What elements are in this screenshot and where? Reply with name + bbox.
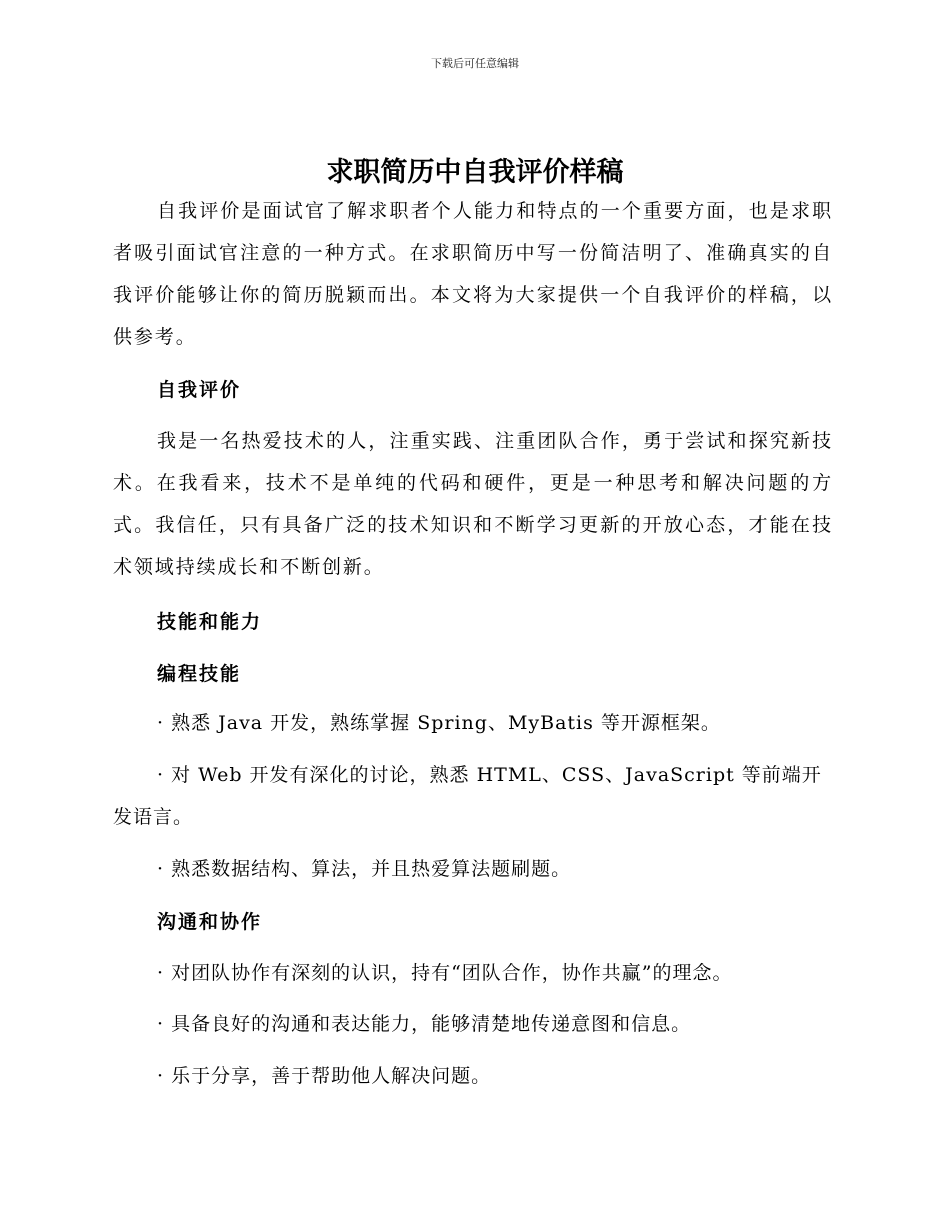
self-evaluation-paragraph: 我是一名热爱技术的人，注重实践、注重团队合作，勇于尝试和探究新技术。在我看来，技术不是单纯的代码和硬件，更是一种思考和解决问题的方式。我信任，只有具备广泛的技术知识和不断学习更新的开放心态，才能在技术领域持续成长和不断创新。 [113,430,833,578]
subheading-communication: 沟通和协作 [157,911,263,933]
list-item: · 乐于分享，善于帮助他人解决问题。 [157,1065,492,1087]
list-item: · 对 Web 开发有深化的讨论，熟悉 HTML、CSS、JavaScript 等前端开发语言。 [113,764,822,828]
list-item: · 熟悉数据结构、算法，并且热爱算法题刷题。 [157,858,572,880]
section-heading-self-evaluation: 自我评价 [157,379,242,401]
document-title: 求职简历中自我评价样稿 [326,157,624,188]
intro-paragraph: 自我评价是面试官了解求职者个人能力和特点的一个重要方面，也是求职者吸引面试官注意的一种方式。在求职简历中写一份简洁明了、准确真实的自我评价能够让你的简历脱颖而出。本文将为大家提供一个自我评价的样稿，以供参考。 [113,200,833,348]
header-note: 下载后可任意编辑 [431,57,519,70]
section-heading-skills: 技能和能力 [157,611,263,633]
list-item: · 熟悉 Java 开发，熟练掌握 Spring、MyBatis 等开源框架。 [157,712,721,734]
list-item: · 对团队协作有深刻的认识，持有“团队合作，协作共赢”的理念。 [157,962,733,984]
subheading-programming: 编程技能 [157,663,242,685]
list-item: · 具备良好的沟通和表达能力，能够清楚地传递意图和信息。 [157,1013,692,1035]
